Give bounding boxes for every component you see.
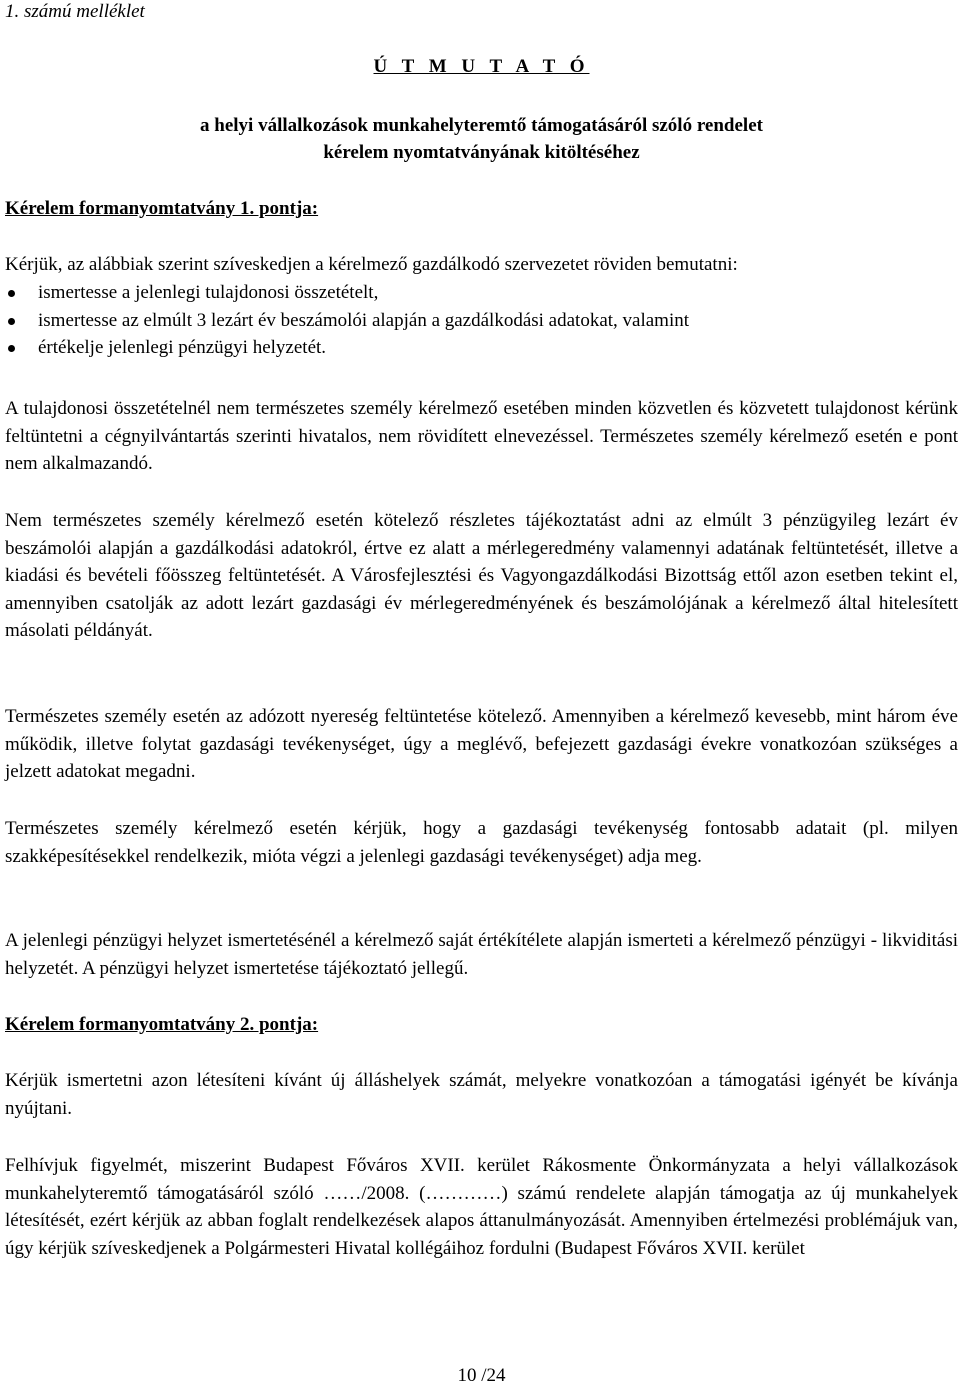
document-subtitle bbox=[5, 112, 958, 166]
page-number: 10 /24 bbox=[457, 1365, 506, 1386]
bullet-text: értékelje jelenlegi pénzügyi helyzetét. bbox=[38, 337, 327, 358]
document-title: Ú T M U T A T Ó bbox=[373, 56, 590, 77]
bullet-icon bbox=[8, 318, 15, 325]
paragraph-financial-situation: A jelenlegi pénzügyi helyzet ismertetésénél a kérelmező saját értékítélete alapján ismerteti a kérelmező pénzügyi - likviditási helyzetét. A pénzügyi helyzet ismertetése tájékoztató jellegű. bbox=[5, 930, 958, 979]
bullet-text: ismertesse a jelenlegi tulajdonosi összetételt, bbox=[38, 282, 379, 303]
bullet-icon bbox=[8, 290, 15, 297]
paragraph-regulation-notice: Felhívjuk figyelmét, miszerint Budapest Főváros XVII. kerület Rákosmente Önkormányzata a helyi vállalkozások munkahelyteremtő támogatásáról szóló ……/2008. (…………) számú rendelete alapján támogatja az új munkahelyek létesítését, ezért kérjük az abban foglalt rendelkezések alapos áttanulmányozását. Amennyiben értelmezési problémájuk van, úgy kérjük szíveskedjenek a Polgármesteri Hivatal kollégáihoz fordulni (Budapest Főváros XVII. kerület bbox=[5, 1155, 958, 1259]
bullet-item bbox=[5, 307, 689, 335]
bullet-item bbox=[5, 279, 689, 307]
section-1-intro: Kérjük, az alábbiak szerint szíveskedjen a kérelmező gazdálkodó szervezetet röviden bemutatni: bbox=[5, 254, 738, 275]
paragraph-ownership: A tulajdonosi összetételnél nem természetes személy kérelmező esetében minden közvetlen és közvetett tulajdonost kérünk feltüntetni a cégnyilvántartás szerinti hivatalos, nem rövidített elnevezéssel. Természetes személy kérelmező esetén e pont nem alkalmazandó. bbox=[5, 398, 958, 474]
section-1-heading: Kérelem formanyomtatvány 1. pontja: bbox=[5, 198, 319, 219]
bullet-text: ismertesse az elmúlt 3 lezárt év beszámolói alapján a gazdálkodási adatokat, valamint bbox=[38, 309, 690, 331]
subtitle-line-1: a helyi vállalkozások munkahelyteremtő támogatásáról szóló rendelet bbox=[200, 115, 763, 136]
bullet-icon bbox=[8, 345, 15, 352]
bullet-item bbox=[5, 334, 689, 362]
paragraph-natural-person-activity: Természetes személy kérelmező esetén kérjük, hogy a gazdasági tevékenység fontosabb adatait (pl. milyen szakképesítésekkel rendelkezik, mióta végzi a jelenlegi gazdasági tevékenységet) adja meg. bbox=[5, 818, 958, 867]
subtitle-line-2: kérelem nyomtatványának kitöltéséhez bbox=[323, 142, 640, 163]
paragraph-new-jobs: Kérjük ismertetni azon létesíteni kívánt új álláshelyek számát, melyekre vonatkozóan a támogatási igényét be kívánja nyújtani. bbox=[5, 1070, 958, 1119]
annex-label: 1. számú melléklet bbox=[5, 1, 145, 22]
paragraph-natural-person-profit: Természetes személy esetén az adózott nyereség feltüntetése kötelező. Amennyiben a kérelmező kevesebb, mint három éve működik, illetve folytat gazdasági tevékenységet, úgy a meglévő, befejezett gazdasági évekre vonatkozóan szükséges a jelzett adatokat megadni. bbox=[5, 706, 958, 782]
section-2-heading: Kérelem formanyomtatvány 2. pontja: bbox=[5, 1014, 319, 1035]
paragraph-financial-data: Nem természetes személy kérelmező esetén kötelező részletes tájékoztatást adni az elmúlt 3 pénzügyileg lezárt év beszámolói alapján a gazdálkodási adatokról, értve ez alatt a mérlegeredmény valamennyi adatának feltüntetését, illetve a kiadási és bevételi főösszeg feltüntetését. A Városfejlesztési és Vagyongazdálkodási Bizottság ettől azon esetben tekint el, amennyiben csatolják az adott lezárt gazdasági év mérlegeredményének és beszámolójának a kérelmező által hitelesített másolati példányát. bbox=[5, 510, 958, 641]
section-1-bullet-list bbox=[5, 279, 689, 362]
